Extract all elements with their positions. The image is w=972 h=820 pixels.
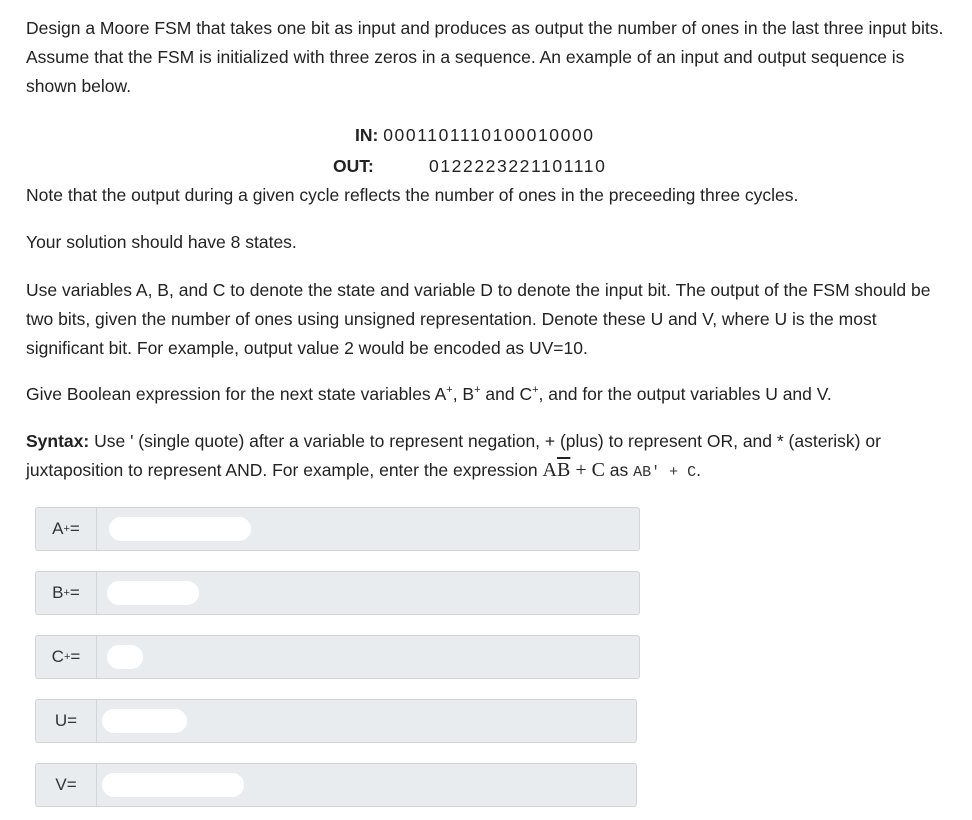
in-value: 0001101110100010000 bbox=[383, 125, 595, 145]
example-expression: $A\overline{B} + C$ bbox=[542, 459, 605, 481]
u-input[interactable] bbox=[102, 709, 187, 733]
answer-label-v: V = bbox=[36, 764, 97, 806]
answer-row-c bbox=[35, 635, 640, 679]
answer-label-c: C + = bbox=[36, 636, 97, 678]
in-sequence bbox=[355, 124, 595, 146]
intro-paragraph: Design a Moore FSM that takes one bit as input and produces as output the number of ones in the last three input bits. Assume that the FSM is initialized with three zeros in a sequence. An example of an input and output sequence is shown below. bbox=[26, 18, 944, 96]
c-plus-input[interactable] bbox=[107, 645, 143, 669]
give-sep-2: and C bbox=[480, 384, 533, 404]
syntax-label: Syntax: bbox=[26, 431, 90, 451]
answer-row-a bbox=[35, 507, 640, 551]
answer-label-a: A + = bbox=[36, 508, 97, 550]
answer-label-b: B + = bbox=[36, 572, 97, 614]
a-plus-sup: + bbox=[446, 384, 453, 397]
syntax-end: . bbox=[696, 460, 702, 480]
out-sequence bbox=[333, 155, 607, 177]
variables-paragraph: Use variables A, B, and C to denote the state and variable D to denote the input bit. The output of the FSM should be two bits, given the number of ones using unsigned representation. Denote these U and V, where U is the most significant bit. For example, output value 2 would be encoded as UV=10. bbox=[26, 280, 931, 358]
answer-row-v bbox=[35, 763, 637, 807]
example-code: AB' + C bbox=[633, 464, 697, 481]
give-text-2: , and for the output variables U and V. bbox=[538, 384, 832, 404]
out-value: 0122223221101110 bbox=[429, 156, 607, 176]
give-text-1: Give Boolean expression for the next state variables A bbox=[26, 384, 447, 404]
answer-label-u: U = bbox=[36, 700, 97, 742]
note-paragraph: Note that the output during a given cycle reflects the number of ones in the preceeding three cycles. bbox=[26, 185, 799, 205]
give-sep-1: , B bbox=[452, 384, 475, 404]
a-plus-input[interactable] bbox=[109, 517, 251, 541]
syntax-paragraph bbox=[26, 427, 956, 487]
syntax-text: Use ' (single quote) after a variable to represent negation, + (plus) to represent OR, and * (asterisk) or juxtaposition to represent AND. For example, enter the expression bbox=[26, 431, 881, 480]
b-plus-input[interactable] bbox=[107, 581, 199, 605]
c-plus-sup: + bbox=[532, 384, 539, 397]
v-input[interactable] bbox=[102, 773, 244, 797]
answer-row-b bbox=[35, 571, 640, 615]
example-rest: + C bbox=[570, 459, 605, 481]
b-plus-sup: + bbox=[474, 384, 481, 397]
give-paragraph bbox=[26, 380, 956, 409]
in-label: IN: bbox=[355, 125, 379, 145]
answer-row-u bbox=[35, 699, 637, 743]
out-label: OUT: bbox=[333, 156, 374, 176]
syntax-as: as bbox=[604, 460, 634, 480]
states-paragraph: Your solution should have 8 states. bbox=[26, 232, 297, 252]
